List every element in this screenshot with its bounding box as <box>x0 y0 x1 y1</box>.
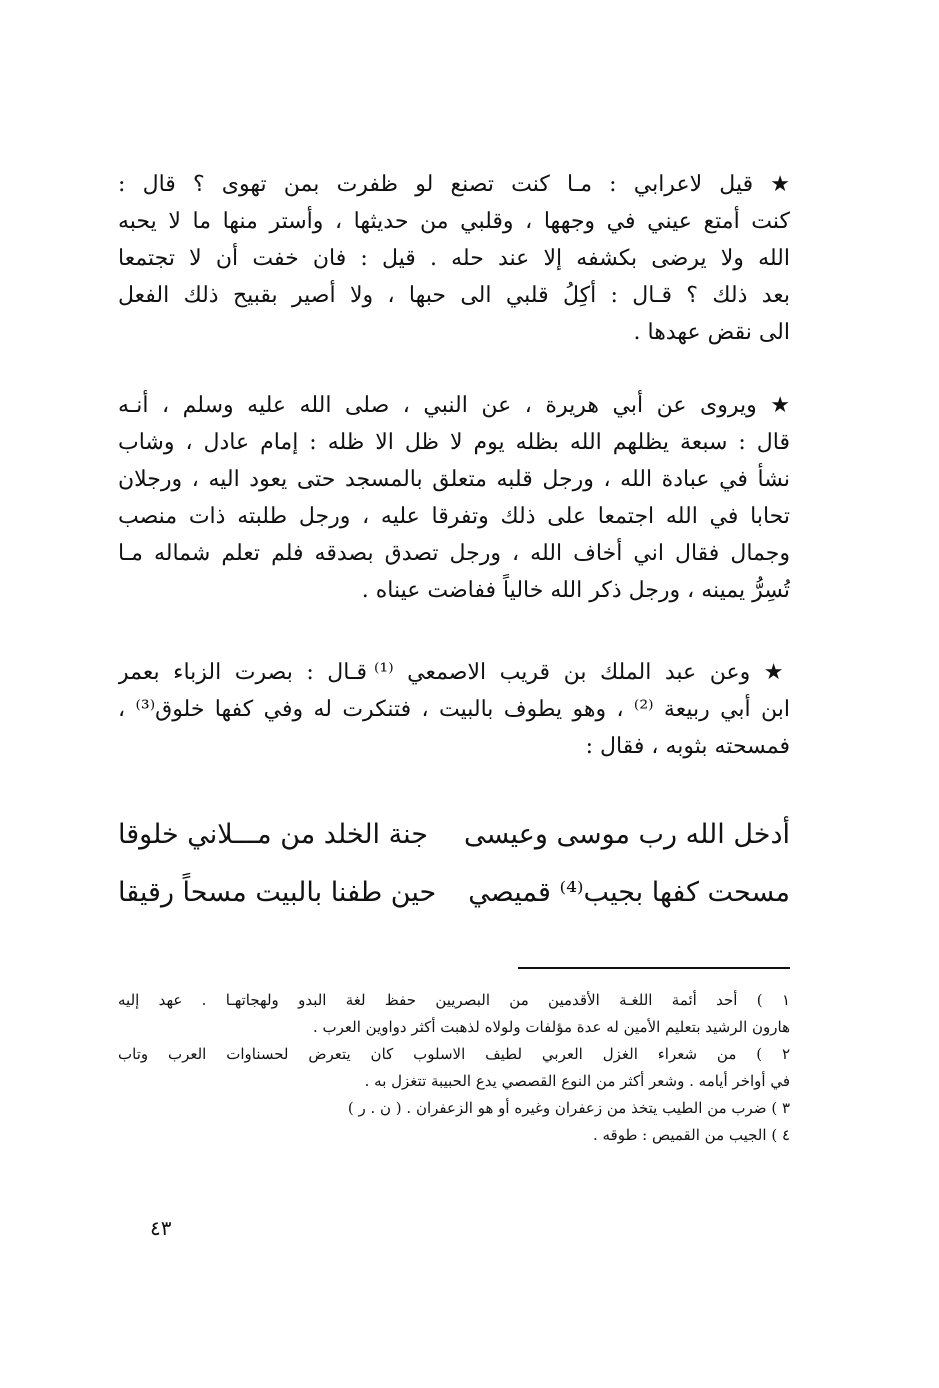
poem-verses <box>118 806 790 922</box>
paragraph-line: ابن أبي ربيعة ⁽²⁾ ، وهو يطوف بالبيت ، فتنكرت له وفي كفها خلوق⁽³⁾ ، <box>118 697 790 722</box>
paragraph-line: ★ ويروى عن أبي هريرة ، عن النبي ، صلى الله عليه وسلم ، أنـه <box>118 393 790 418</box>
paragraph-line: وجمال فقال اني أخاف الله ، ورجل تصدق بصدقه فلم تعلم شماله مـا <box>118 541 790 566</box>
paragraph-line: الله ولا يرضى بكشفه إلا عند حله . قيل : فان خفت أن لا تجتمعا <box>118 246 790 271</box>
paragraph-line: الى نقض عهدها . <box>633 320 790 345</box>
paragraph-line: تحابا في الله اجتمعا على ذلك وتفرقا عليه ، ورجل طلبته ذات منصب <box>118 504 790 529</box>
footnotes <box>118 987 790 1149</box>
paragraph-line: كنت أمتع عيني في وجهها ، وقلبي من حديثها ، وأستر منها ما لا يحبه <box>118 209 790 234</box>
footnote-line: ٢ ) من شعراء الغزل العربي لطيف الاسلوب كان يتعرض لحسناوات العرب وتاب <box>118 1045 790 1063</box>
paragraph-line: ★ قيل لاعرابي : مـا كنت تصنع لو ظفرت بمن تهوى ؟ قال : <box>118 172 790 197</box>
poem-verse <box>118 864 790 922</box>
paragraph-hadith-seven <box>118 387 790 609</box>
paragraph-line: تُسِرُّ يمينه ، ورجل ذكر الله خالياً ففاضت عيناه . <box>361 578 790 603</box>
footnote-separator <box>518 967 790 969</box>
paragraph-line: قال : سبعة يظلهم الله بظله يوم لا ظل الا ظله : إمام عادل ، وشاب <box>118 430 790 455</box>
page-number: ٤٣ <box>150 1216 172 1240</box>
footnote-line: هارون الرشيد بتعليم الأمين له عدة مؤلفات ولولاه لذهبت أكثر دواوين العرب . <box>313 1018 790 1036</box>
poem-verse <box>118 806 790 864</box>
footnote-line: ٣ ) ضرب من الطيب يتخذ من زعفران وغيره أو هو الزعفران . ( ن . ر ) <box>347 1099 790 1117</box>
paragraph-asmai-narration <box>118 654 790 765</box>
paragraph-line: فمسحته بثوبه ، فقال : <box>585 734 790 759</box>
paragraph-line: نشأ في عبادة الله ، ورجل قلبه متعلق بالمسجد حتى يعود اليه ، ورجلان <box>118 467 790 492</box>
footnote-line: ٤ ) الجيب من القميص : طوقه . <box>592 1126 790 1144</box>
poem-first-hemistich: أدخل الله رب موسى وعيسى <box>463 819 790 850</box>
paragraph-bedouin-anecdote <box>118 166 790 351</box>
paragraph-line: ★ وعن عبد الملك بن قريب الاصمعي ⁽¹⁾ قـال : بصرت الزباء بعمر <box>118 660 790 685</box>
poem-first-hemistich: مسحت كفها بجيب⁽⁴⁾ قميصي <box>468 877 790 908</box>
footnote-line: في أواخر أيامه . وشعر أكثر من النوع القصصي يدع الحبيبة تتغزل به . <box>364 1072 790 1090</box>
poem-second-hemistich: حين طفنا بالبيت مسحاً رقيقا <box>118 877 437 908</box>
footnote-line: ١ ) أحد أئمة اللغـة الأقدمين من البصريين حفظ لغة البدو ولهجاتهـا . عهد إليه <box>118 991 790 1009</box>
paragraph-line: بعد ذلك ؟ قـال : أكِلُ قلبي الى حبها ، ولا أصير بقبيح ذلك الفعل <box>118 283 790 308</box>
poem-second-hemistich: جنة الخلد من مـــلاني خلوقا <box>118 819 428 850</box>
